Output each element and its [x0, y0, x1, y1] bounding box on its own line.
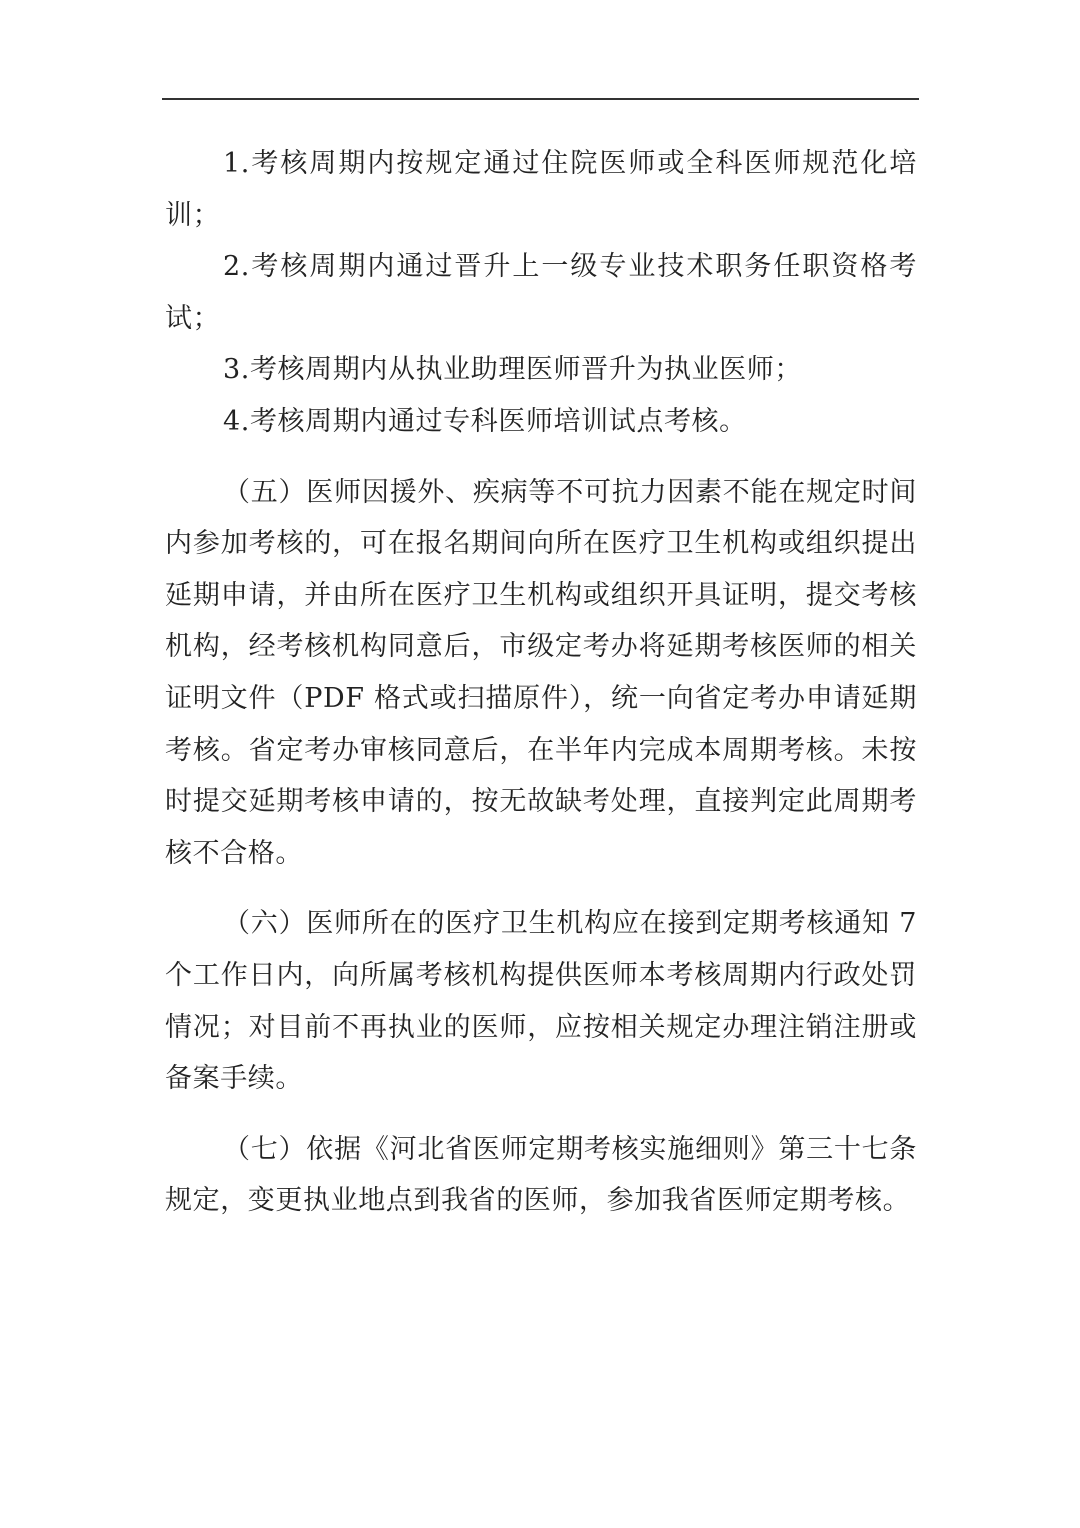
document-body	[165, 138, 917, 1227]
list-item: 3.考核周期内从执业助理医师晋升为执业医师；	[223, 354, 802, 386]
paragraph-spacer	[165, 879, 917, 898]
section-paragraph-6: （六）医师所在的医疗卫生机构应在接到定期考核通知 7 个工作日内，向所属考核机构提供医师本考核周期内行政处罚情况；对目前不再执业的医师，应按相关规定办理注销注册或备案手续。	[165, 908, 917, 1095]
section-paragraph-7: （七）依据《河北省医师定期考核实施细则》第三十七条规定，变更执业地点到我省的医师，参加我省医师定期考核。	[165, 1133, 917, 1217]
list-item: 4.考核周期内通过专科医师培训试点考核。	[223, 405, 747, 437]
top-divider	[162, 98, 919, 100]
list-item: 2.考核周期内通过晋升上一级专业技术职务任职资格考试；	[165, 251, 917, 334]
list-item: 1.考核周期内按规定通过住院医师或全科医师规范化培训；	[165, 148, 917, 231]
paragraph-spacer	[165, 448, 917, 467]
paragraph-spacer	[165, 1105, 917, 1124]
section-paragraph-5: （五）医师因援外、疾病等不可抗力因素不能在规定时间内参加考核的，可在报名期间向所在医疗卫生机构或组织提出延期申请，并由所在医疗卫生机构或组织开具证明，提交考核机构，经考核机构同意后，市级定考办将延期考核医师的相关证明文件（PDF 格式或扫描原件），统一向省定考办申请延期考核。省定考办审核同意后，在半年内完成本周期考核。未按时提交延期考核申请的，按无故缺考处理，直接判定此周期考核不合格。	[165, 476, 917, 869]
